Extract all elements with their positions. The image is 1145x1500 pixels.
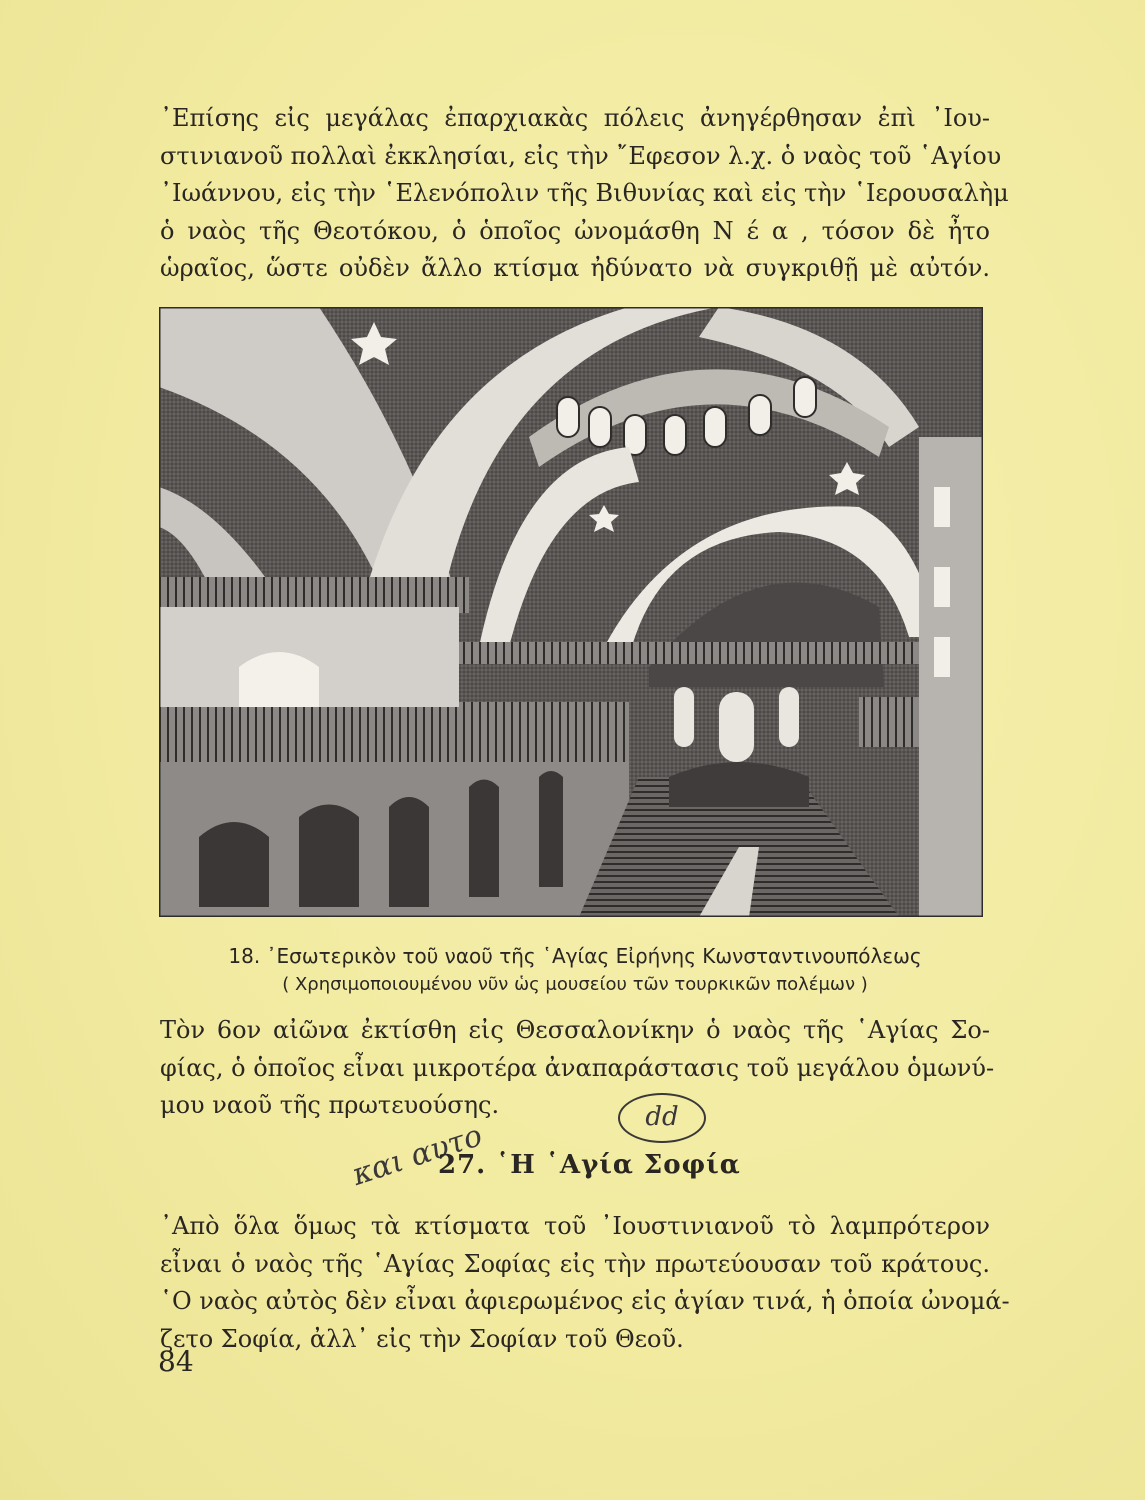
paragraph-line: ῾Ο ναὸς αὐτὸς δὲν εἶναι ἀφιερωμένος εἰς ἁγίαν τινά, ἡ ὁποία ὠνομά-: [160, 1287, 1010, 1315]
paragraph-line: ὡραῖος, ὥστε οὐδὲν ἄλλο κτίσμα ἠδύνατο νὰ συγκριθῇ μὲ αὐτόν.: [160, 254, 990, 282]
paragraph-2: [160, 1012, 995, 1125]
paragraph-line: φίας, ὁ ὁποῖος εἶναι μικροτέρα ἀναπαράστασις τοῦ μεγάλου ὁμωνύ-: [160, 1053, 995, 1082]
paragraph-3: [160, 1208, 1010, 1358]
paragraph-line: ᾿Επίσης εἰς μεγάλας ἐπαρχιακὰς πόλεις ἀνηγέρθησαν ἐπὶ ᾿Ιου-: [160, 104, 990, 132]
paragraph-line: ζετο Σοφία, ἀλλ᾿ εἰς τὴν Σοφίαν τοῦ Θεοῦ.: [160, 1324, 684, 1353]
section-heading: 27. ῾Η ῾Αγία Σοφία: [438, 1150, 741, 1180]
figure-caption: 18. ᾿Εσωτερικὸν τοῦ ναοῦ τῆς ῾Αγίας Εἰρήνης Κωνσταντινουπόλεως: [228, 944, 922, 968]
paragraph-line: εἶναι ὁ ναὸς τῆς ῾Αγίας Σοφίας εἰς τὴν πρωτεύουσαν τοῦ κράτους.: [160, 1249, 990, 1278]
figure-subcaption: ( Χρησιμοποιουμένου νῦν ὡς μουσείου τῶν τουρκικῶν πολέμων ): [282, 974, 868, 995]
paragraph-line: ᾿Απὸ ὅλα ὅμως τὰ κτίσματα τοῦ ᾿Ιουστινιανοῦ τὸ λαμπρότερον: [160, 1212, 990, 1240]
paragraph-line: ᾿Ιωάννου, εἰς τὴν ῾Ελενόπολιν τῆς Βιθυνίας καὶ εἰς τὴν ῾Ιερουσαλὴμ: [160, 179, 1009, 207]
paragraph-line: μου ναοῦ τῆς πρωτευούσης.: [160, 1091, 500, 1119]
church-interior-photo: [159, 307, 983, 917]
paragraph-line: ὁ ναὸς τῆς Θεοτόκου, ὁ ὁποῖος ὠνομάσθη Ν έ α , τόσον δὲ ἦτο: [160, 216, 990, 245]
handwritten-circle-mark: dd: [618, 1093, 706, 1143]
paragraph-line: Τὸν 6ον αἰῶνα ἐκτίσθη εἰς Θεσσαλονίκην ὁ ναὸς τῆς ῾Αγίας Σο-: [160, 1016, 990, 1044]
paragraph-1: [160, 100, 1009, 288]
page-number: 84: [158, 1345, 194, 1378]
paragraph-line: στινιανοῦ πολλαὶ ἐκκλησίαι, εἰς τὴν ῎Εφεσον λ.χ. ὁ ναὸς τοῦ ῾Αγίου: [160, 141, 1002, 170]
handwritten-note: και αυτο: [347, 1118, 487, 1193]
